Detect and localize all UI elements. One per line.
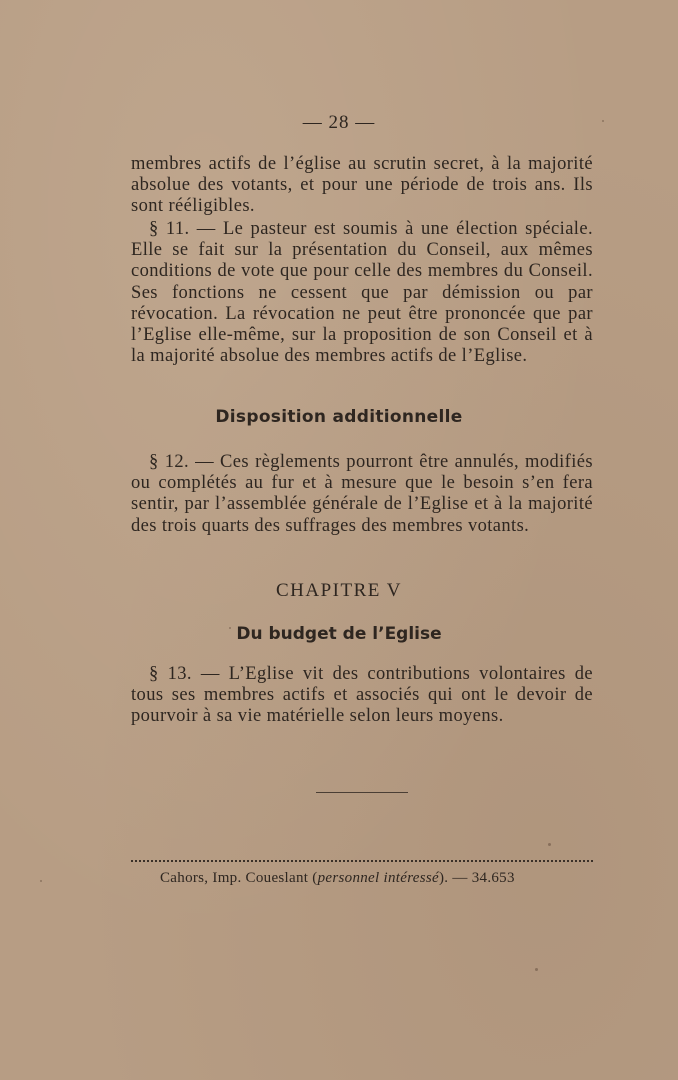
- paragraph-section-12: [131, 452, 593, 537]
- dotted-divider: [131, 860, 593, 862]
- paragraph-text: § 12. — Ces règlements pourront être annulés, modifiés ou complétés au fur et à mesure que le besoin s’en fera sentir, par l’assemblée générale de l’Eglise et à la majorité des trois quarts des suffrages des membres votants.: [131, 452, 593, 536]
- paper-speck: [229, 627, 231, 629]
- short-divider: [316, 792, 408, 793]
- imprint-suffix: ). — 34.653: [438, 870, 515, 886]
- paper-speck: [535, 968, 538, 971]
- paper-speck: [602, 120, 604, 122]
- paragraph-text: § 11. — Le pasteur est soumis à une élection spéciale. Elle se fait sur la présentation du Conseil, aux mêmes conditions de vote que pour celle des membres du Conseil. Ses fonctions ne cessent que par démission ou par révocation. La révocation ne peut être prononcée que par l’Eglise elle-même, sur la proposition de son Conseil et à la majorité absolue des membres actifs de l’Eglise.: [131, 219, 593, 367]
- heading-budget: Du budget de l’Eglise: [236, 624, 442, 644]
- imprint-prefix: Cahors, Imp. Coueslant (: [160, 870, 318, 886]
- paragraph-section-11: [131, 219, 593, 367]
- paper-speck: [40, 880, 42, 882]
- paragraph-section-13: [131, 664, 593, 728]
- printer-imprint: [160, 870, 515, 887]
- paragraph-text: § 13. — L’Eglise vit des contributions volontaires de tous ses membres actifs et associés qui ont le devoir de pourvoir à sa vie matérielle selon leurs moyens.: [131, 664, 593, 727]
- paragraph-text: membres actifs de l’église au scrutin secret, à la majorité absolue des votants, et pour une période de trois ans. Ils sont rééligibles.: [131, 154, 593, 217]
- paragraph-continued: [131, 154, 593, 218]
- page-number: — 28 —: [302, 112, 376, 133]
- imprint-italic: personnel intéressé: [317, 870, 439, 886]
- chapter-title: CHAPITRE V: [275, 580, 403, 601]
- paper-speck: [548, 843, 551, 846]
- heading-additional-provision: Disposition additionnelle: [215, 407, 463, 427]
